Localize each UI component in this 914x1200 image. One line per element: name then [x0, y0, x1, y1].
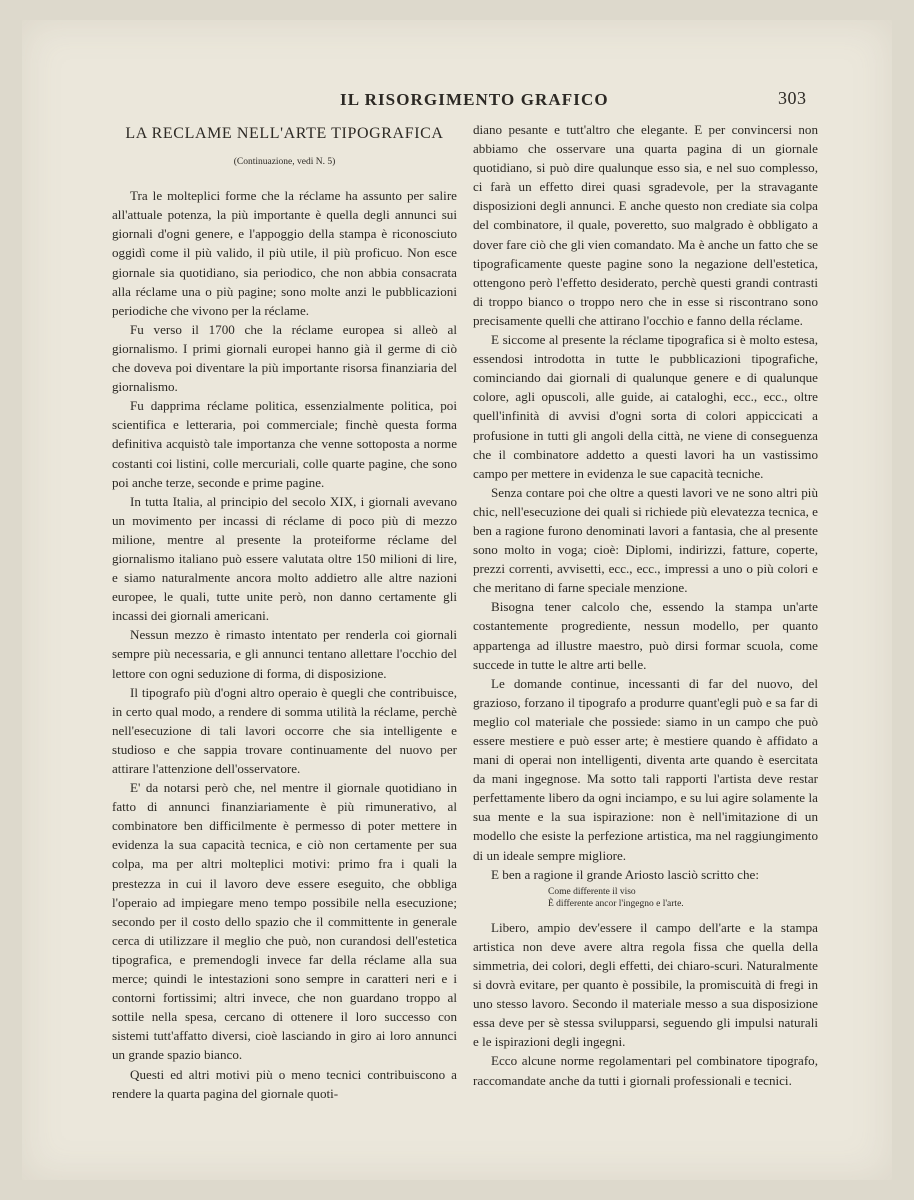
verse-quote — [473, 886, 818, 910]
paragraph: Senza contare poi che oltre a questi lavori ve ne sono altri più chic, nell'esecuzione dei quali si richiede più elevatezza tecnica, e ben a ragione furono denominati lavori a fantasia, che al presente sono molto in voga; cioè: Diplomi, indirizzi, fatture, coperte, prezzi correnti, avvisetti, ecc., ecc., impressi a uno o più colori e che meritano di farne speciale menzione. — [473, 484, 818, 596]
paragraph-continuation: diano pesante e tutt'altro che elegante. E per convincersi non abbiamo che osservare una quarta pagina di un giornale quotidiano, si può dire qualunque esso sia, e nel suo complesso, ci farà un effetto direi quasi sgradevole, per la stravagante disposizioni degli annunci. E anche questo non crediate sia colpa del combinatore, il quale, poveretto, suo malgrado è obbligato a dover fare ciò che gli vien comandato. Ma è anche un fatto che se tipograficamente queste pagine sono la negazione dell'estetica, ottengono però l'effetto desiderato, perchè questi grandi contrasti di troppo bianco o troppo nero che in esse si riscontrano sono precisamente quelli che attirano l'occhio e fanno della réclame. — [473, 122, 818, 328]
right-column — [473, 120, 818, 1090]
running-title: IL RISORGIMENTO GRAFICO — [340, 90, 609, 109]
paragraph: Questi ed altri motivi più o meno tecnici contribuiscono a rendere la quarta pagina del giornale quoti- — [112, 1066, 457, 1101]
paragraph: Il tipografo più d'ogni altro operaio è quegli che contribuisce, in certo qual modo, a rendere di somma utilità la réclame, perchè nell'esecuzione di tali lavori occorre che sia intelligente e studioso e che sappia trovare continuamente del nuovo per attirare l'attenzione dell'osservatore. — [112, 684, 457, 776]
article-subtitle: (Continuazione, vedi N. 5) — [233, 157, 336, 168]
paragraph: Bisogna tener calcolo che, essendo la stampa un'arte costantemente progrediente, nessun modello, per quanto appartenga ad illustre maestro, può dirsi formar scuola, come succede in tutte le altre arti belle. — [473, 599, 818, 672]
paragraph: In tutta Italia, al principio del secolo XIX, i giornali avevano un movimento per incassi di réclame di poco più di mezzo milione, mentre al presente la proteiforme réclame del giornalismo italiano può essere valutata oltre 150 milioni di lire, e siamo naturalmente ancora molto addietro alle altre nazioni europee, le quali, tutte unite però, non danno certamente gli incassi dei giornali americani. — [112, 493, 457, 624]
paragraph: Le domande continue, incessanti di far del nuovo, del grazioso, forzano il tipografo a produrre quant'egli può e sa far di meglio col materiale che possiede: siamo in un campo che può essere mestiere e può esser arte; è mestiere quando è affidato a mani di operai non intelligenti, diventa arte quando è esercitata da mani ingegnose. Ma sotto tali rapporti l'artista deve restar perfettamente libero da ogni inciampo, e su lui agire solamente la sua mente e la sua ispirazione: non è nell'imitazione di un modello che esiste la perfezione artistica, ma nel raggiungimento di un ideale sempre migliore. — [473, 675, 818, 863]
paragraph: E siccome al presente la réclame tipografica si è molto estesa, essendosi introdotta in tutte le pubblicazioni tipografiche, cominciando dai giornali di qualunque genere e di qualunque colore, agli opuscoli, alle guide, ai cataloghi, ecc., ecc., oltre quell'infinità di avvisi d'ogni sorta di colori appiccicati a profusione in tutti gli angoli della città, ne viene di conseguenza che il combinatore addetto a questi lavori ha un vastissimo campo per mettere in evidenza le sue capacità tecniche. — [473, 332, 818, 481]
paragraph: Fu verso il 1700 che la réclame europea si alleò al giornalismo. I primi giornali europei hanno già il germe di ciò che doveva poi diventare la più importante risorsa finanziaria del giornalismo. — [112, 321, 457, 395]
paragraph: Nessun mezzo è rimasto intentato per renderla coi giornali sempre più necessaria, e gli annunci tentano allettare l'occhio del lettore con ogni seduzione di forma, di disposizione. — [112, 627, 457, 681]
paragraph: Tra le molteplici forme che la réclame ha assunto per salire all'attuale potenza, la più importante è quella degli annunci sui giornali d'ogni genere, e l'appoggio della stampa è riconosciuto oggidì come il più valido, il più utile, il più proficuo. Non esce giornale sia quotidiano, sia periodico, che non abbia consacrata alla réclame una o più pagine; sono molte anzi le pubblicazioni periodiche che vivono per la réclame. — [112, 188, 457, 318]
paragraph: Fu dapprima réclame politica, essenzialmente politica, poi scientifica e letteraria, poi commerciale; finchè questa forma definitiva acquistò tale importanza che venne sottoposta a norme costanti coi listini, colle mercuriali, colle quarte pagine, che sono poi anche terze, seconde e prime pagine. — [112, 398, 457, 490]
left-column — [112, 124, 457, 1103]
article-title: LA RECLAME NELL'ARTE TIPOGRAFICA — [125, 125, 444, 142]
verse-line: Come differente il viso — [548, 886, 636, 897]
paragraph: E' da notarsi però che, nel mentre il giornale quotidiano in fatto di annunci finanziariamente è più rimunerativo, al combinatore ben difficilmente è permesso di poter mettere in evidenza la sua capacità tecnica, e ciò non certamente per sua colpa, ma per altri molteplici motivi: primo fra i quali la prestezza in cui il lavoro deve essere eseguito, che obbliga l'operaio ad impiegare meno tempo possibile nella esecuzione; secondo per il costo dello spazio che il committente in generale cerca di utilizzare il meglio che può, non curandosi dell'estetica tipografica, e premendogli invece far della réclame alla sua merce; quindi le intestazioni sono sempre in caratteri neri e i contorni fortissimi; altri invece, che non guardano troppo al sottile nella spesa, cercano di ottenere il loro successo con sistemi tutt'affatto diversi, cioè lasciando in giro ai loro annunci un grande spazio bianco. — [112, 780, 457, 1063]
paragraph: E ben a ragione il grande Ariosto lasciò scritto che: — [491, 866, 759, 882]
paragraph: Libero, ampio dev'essere il campo dell'arte e la stampa artistica non deve avere altra regola fissa che quella della simmetria, dei colori, degli effetti, dei chiaro-scuri. Naturalmente si dovrà evitare, per quanto è possibile, la promiscuità di fregi in uno stesso lavoro. Secondo il materiale messo a sua disposizione essa deve per sè stessa svilupparsi, seguendo gli impulsi naturali e le ispirazioni degli ingegni. — [473, 919, 818, 1050]
verse-line: È differente ancor l'ingegno e l'arte. — [548, 898, 684, 909]
paragraph: Ecco alcune norme regolamentari pel combinatore tipografo, raccomandate anche da tutti i giornali professionali e tecnici. — [473, 1053, 818, 1088]
page-number: 303 — [778, 88, 807, 108]
